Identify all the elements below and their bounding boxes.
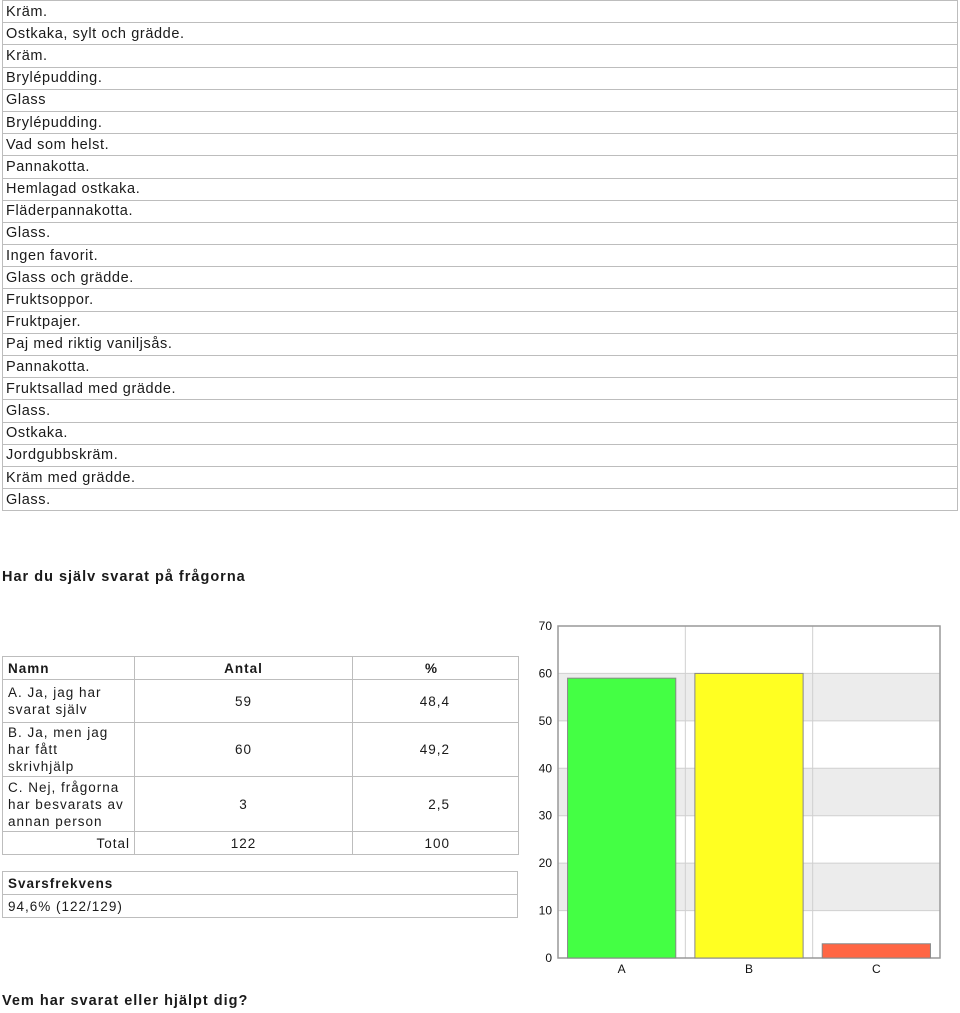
answer-text: Glass. (3, 400, 958, 422)
answer-text: Fläderpannakotta. (3, 200, 958, 222)
answer-text: Ostkaka. (3, 422, 958, 444)
answer-row (3, 89, 958, 111)
answer-row (3, 45, 958, 67)
answers-table (2, 0, 958, 511)
y-tick-label: 0 (545, 951, 552, 965)
answer-text: Kräm. (3, 45, 958, 67)
bar-a (568, 678, 676, 958)
answer-row (3, 422, 958, 444)
answer-row (3, 466, 958, 488)
table-row (3, 723, 519, 777)
response-rate-table (2, 871, 518, 918)
answer-row (3, 111, 958, 133)
answer-text: Pannakotta. (3, 356, 958, 378)
y-tick-label: 30 (538, 808, 552, 823)
answer-text: Fruktpajer. (3, 311, 958, 333)
answer-row (3, 289, 958, 311)
response-rate-header: Svarsfrekvens (3, 872, 518, 895)
row-name: C. Nej, frågorna har besvarats av annan person (3, 777, 135, 832)
answer-text: Fruktsoppor. (3, 289, 958, 311)
col-header-count: Antal (135, 657, 353, 680)
y-tick-label: 40 (538, 761, 552, 776)
answer-text: Hemlagad ostkaka. (3, 178, 958, 200)
row-name: B. Ja, men jag har fått skrivhjälp (3, 723, 135, 777)
row-pct: 2,5 (353, 777, 519, 832)
answer-row (3, 444, 958, 466)
answer-text: Glass och grädde. (3, 267, 958, 289)
answer-text: Glass. (3, 222, 958, 244)
row-name: A. Ja, jag har svarat själv (3, 680, 135, 723)
x-tick-label: C (871, 962, 881, 976)
row-pct: 49,2 (353, 723, 519, 777)
answer-row (3, 378, 958, 400)
x-tick-label: B (744, 962, 754, 976)
row-count: 3 (135, 777, 353, 832)
answer-row (3, 245, 958, 267)
row-pct: 48,4 (353, 680, 519, 723)
answer-text: Kräm med grädde. (3, 466, 958, 488)
row-count: 60 (135, 723, 353, 777)
answer-text: Pannakotta. (3, 156, 958, 178)
stats-table (2, 656, 519, 855)
table-row (3, 680, 519, 723)
total-row (3, 832, 519, 855)
question-heading-self-answered: Har du själv svarat på frågorna (2, 569, 246, 585)
question-heading-who-answered: Vem har svarat eller hjälpt dig? (2, 993, 249, 1009)
total-label: Total (3, 832, 135, 855)
answer-row (3, 134, 958, 156)
answer-text: Jordgubbskräm. (3, 444, 958, 466)
answer-row (3, 267, 958, 289)
answer-text: Fruktsallad med grädde. (3, 378, 958, 400)
answer-text: Glass (3, 89, 958, 111)
y-tick-label: 20 (538, 856, 552, 871)
response-rate-value: 94,6% (122/129) (3, 895, 518, 918)
x-tick-label: A (617, 962, 626, 976)
y-tick-label: 60 (538, 666, 552, 681)
answer-row (3, 156, 958, 178)
answer-text: Brylépudding. (3, 111, 958, 133)
answer-row (3, 178, 958, 200)
answer-text: Paj med riktig vaniljsås. (3, 333, 958, 355)
total-pct: 100 (353, 832, 519, 855)
answer-text: Vad som helst. (3, 134, 958, 156)
col-header-pct: % (353, 657, 519, 680)
table-row (3, 777, 519, 832)
total-count: 122 (135, 832, 353, 855)
y-tick-label: 70 (538, 619, 552, 633)
answer-text: Ingen favorit. (3, 245, 958, 267)
answer-row (3, 400, 958, 422)
answer-row (3, 200, 958, 222)
bar-chart (525, 618, 950, 978)
answer-row (3, 333, 958, 355)
stats-header-row (3, 657, 519, 680)
y-tick-label: 50 (538, 713, 552, 728)
y-tick-label: 10 (538, 903, 552, 918)
answer-text: Glass. (3, 489, 958, 511)
answer-text: Brylépudding. (3, 67, 958, 89)
answer-row (3, 23, 958, 45)
col-header-name: Namn (3, 657, 135, 680)
answer-row (3, 356, 958, 378)
bar-c (822, 944, 930, 958)
answer-text: Ostkaka, sylt och grädde. (3, 23, 958, 45)
answer-row (3, 67, 958, 89)
answer-text: Kräm. (3, 1, 958, 23)
answer-row (3, 489, 958, 511)
answer-row (3, 1, 958, 23)
answer-row (3, 311, 958, 333)
answer-row (3, 222, 958, 244)
row-count: 59 (135, 680, 353, 723)
bar-b (695, 673, 803, 958)
